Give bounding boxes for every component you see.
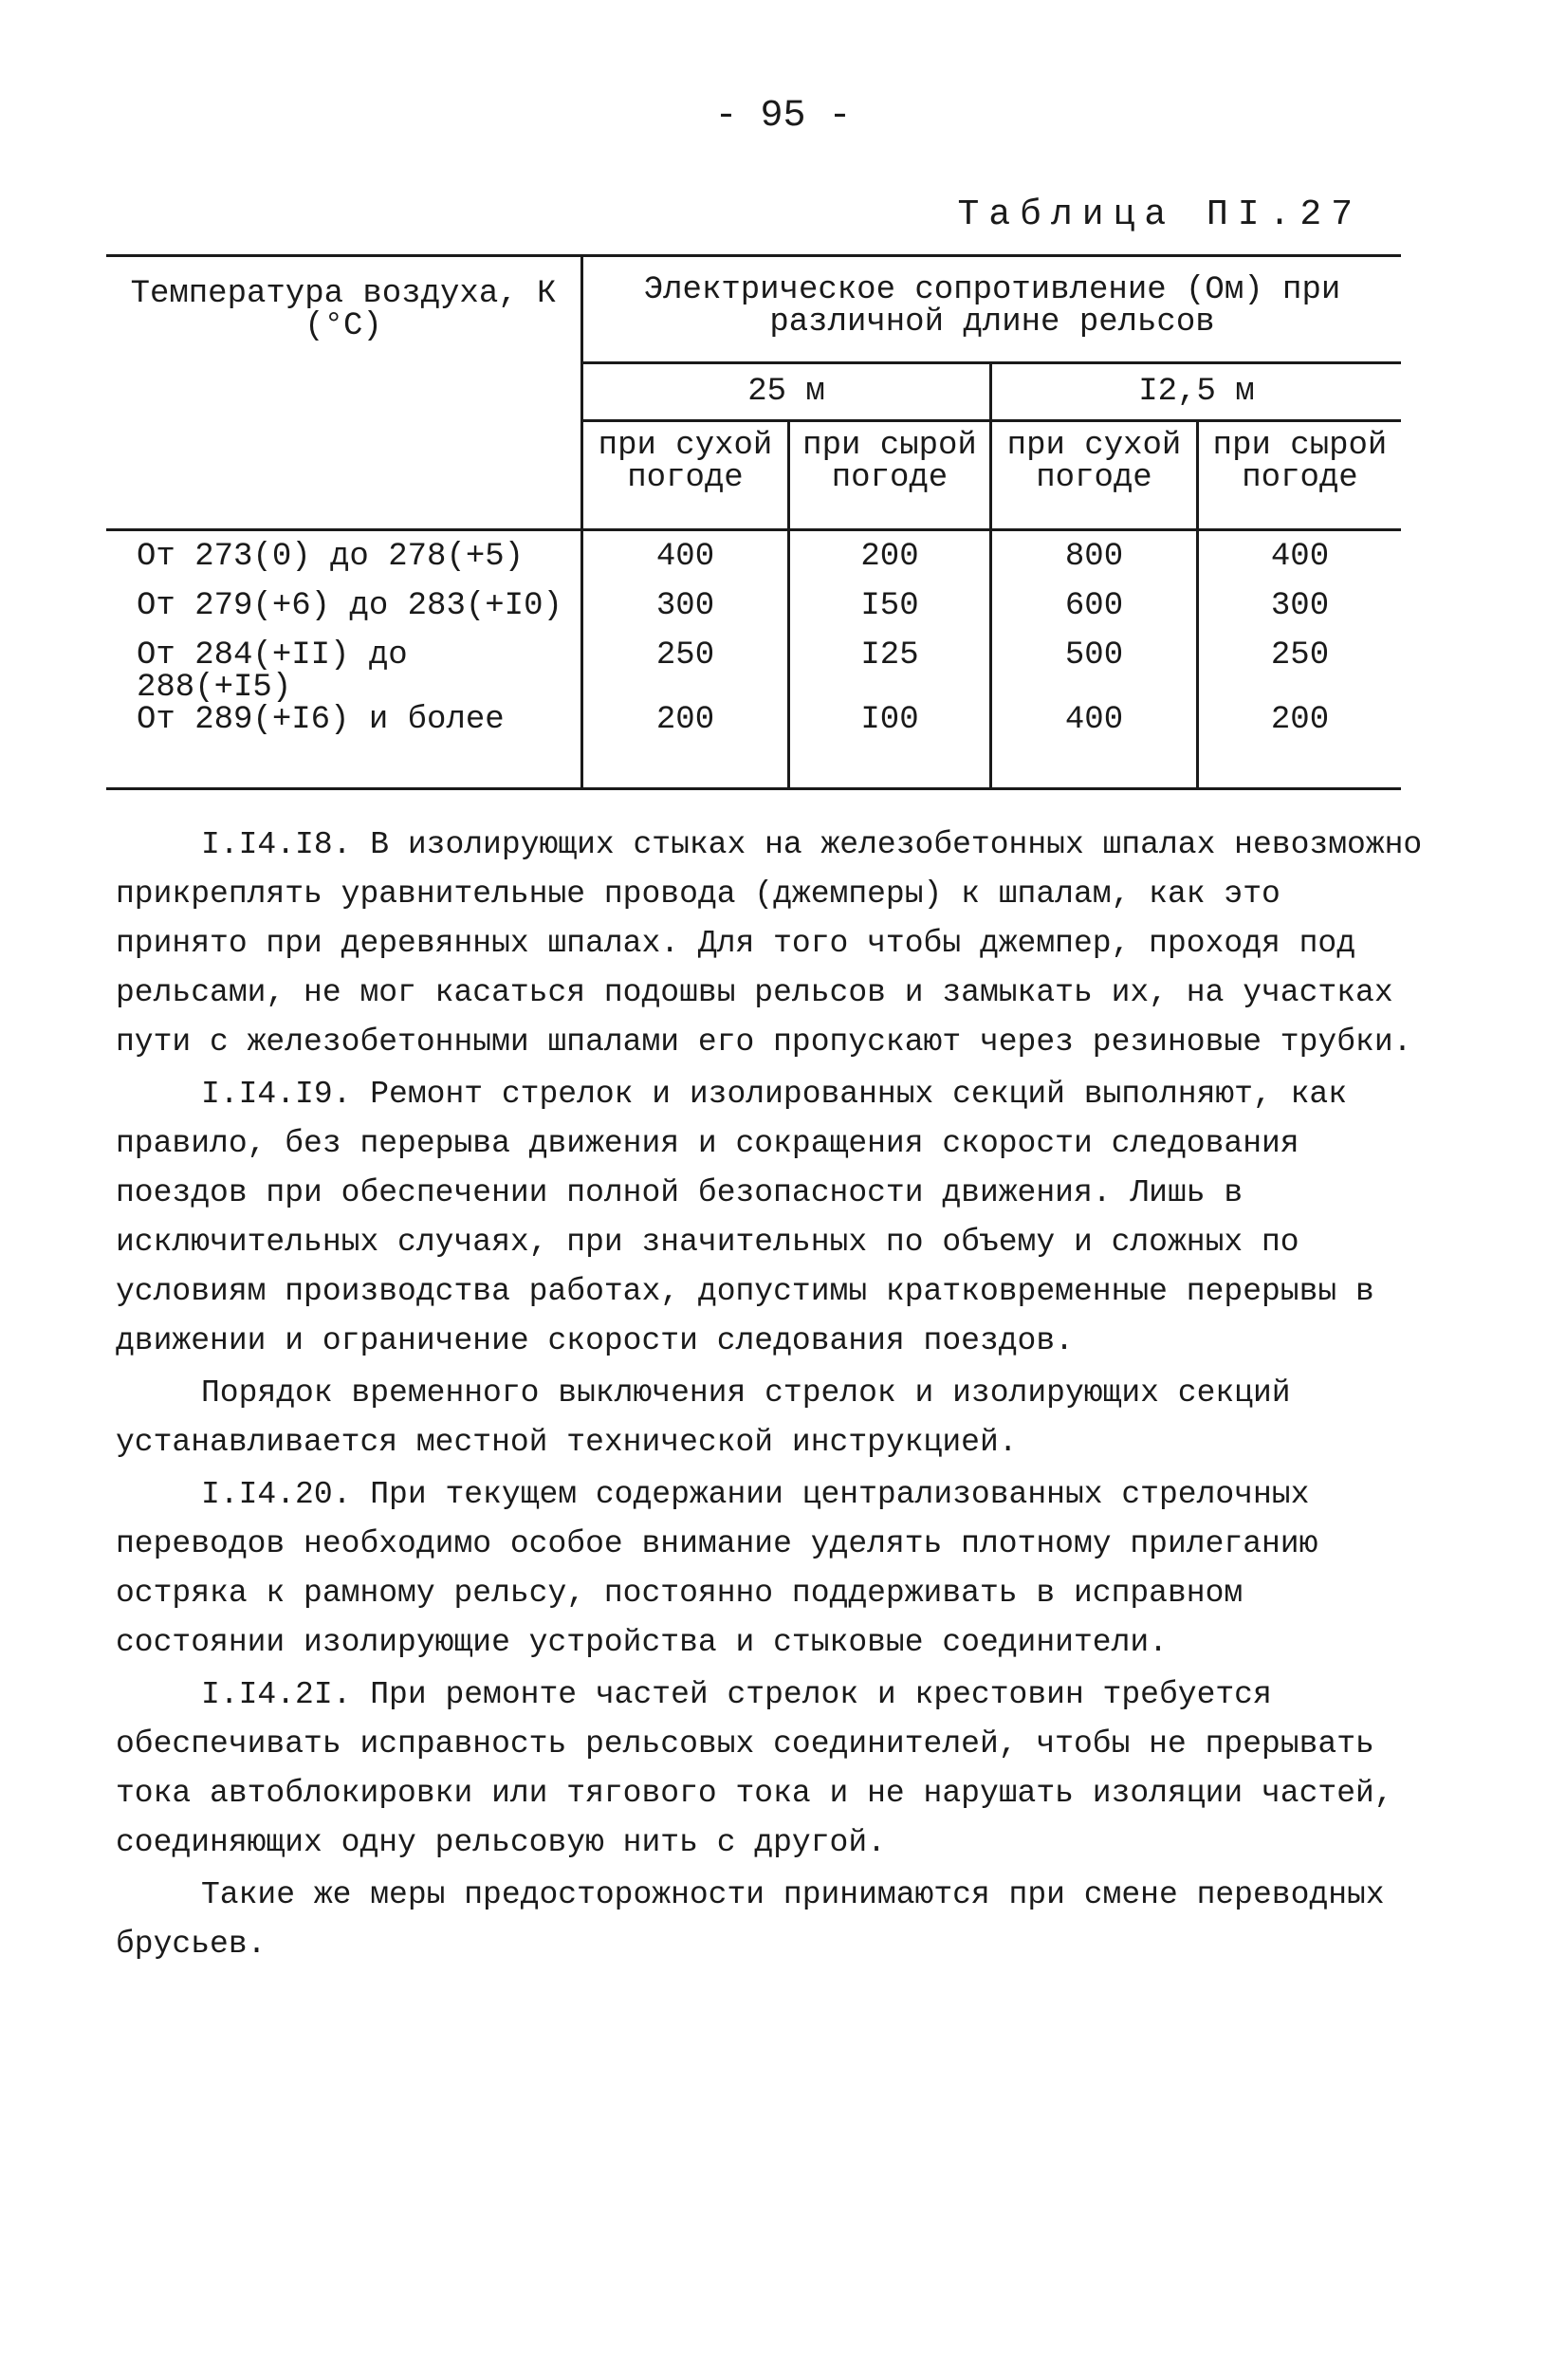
cell-value: 250 xyxy=(1270,637,1330,673)
table-row xyxy=(106,530,1401,591)
row-temperature: От 273(0) до 278(+5) xyxy=(106,530,582,591)
cell-value: 300 xyxy=(582,590,789,639)
resistance-table xyxy=(106,254,1401,790)
header-temperature: Температура воздуха, К (°С) xyxy=(106,256,582,530)
cell-value: I00 xyxy=(789,704,991,789)
header-wet-12: при сырой погоде xyxy=(1198,421,1402,530)
cell-value: 400 xyxy=(1270,539,1330,575)
paragraph-1-14-20: I.I4.20. При текущем содержании централизованных стрелочных переводов необходимо особое внимание уделять плотному прилеганию остряка к рамному рельсу, постоянно поддерживать в исправном состоянии изолирующие устройства и стыковые соединители. xyxy=(116,1477,1318,1660)
paragraph-1-14-21: I.I4.2I. При ремонте частей стрелок и крестовин требуется обеспечивать исправность рельсовых соединителей, чтобы не прерывать тока автоблокировки или тягового тока и не нарушать изоляции частей, соединяющих одну рельсовую нить с другой. xyxy=(116,1677,1393,1860)
cell-value: I25 xyxy=(789,639,991,704)
cell-value: 300 xyxy=(1270,588,1330,624)
cell-value: 400 xyxy=(582,530,789,591)
row-temperature: От 279(+6) до 283(+I0) xyxy=(106,590,582,639)
cell-value: 200 xyxy=(789,530,991,591)
header-resistance: Электрическое сопротивление (Ом) при различной длине рельсов xyxy=(582,256,1402,363)
header-wet-25: при сырой погоде xyxy=(789,421,991,530)
header-length-12-5: I2,5 м xyxy=(991,363,1402,421)
table-row xyxy=(106,704,1401,789)
cell-value: 800 xyxy=(991,530,1198,591)
header-dry-12: при сухой погоде xyxy=(991,421,1198,530)
paragraph-switch-disconnection: Порядок временного выключения стрелок и изолирующих секций устанавливается местной технической инструкцией. xyxy=(116,1375,1291,1460)
cell-value: 250 xyxy=(582,639,789,704)
page-number: - 95 - xyxy=(714,95,852,138)
paragraph-precautions: Такие же меры предосторожности принимаются при смене переводных брусьев. xyxy=(116,1877,1385,1962)
cell-value: 600 xyxy=(991,590,1198,639)
cell-value: 200 xyxy=(1198,704,1402,789)
body-text xyxy=(116,821,1425,1972)
table-row xyxy=(106,639,1401,704)
header-length-25: 25 м xyxy=(582,363,991,421)
cell-value: 200 xyxy=(582,704,789,789)
cell-value: 500 xyxy=(991,639,1198,704)
table-caption: Таблица ПI.27 xyxy=(957,194,1362,235)
header-dry-25: при сухой погоде xyxy=(582,421,789,530)
cell-value: 400 xyxy=(991,704,1198,789)
row-temperature: От 289(+I6) и более xyxy=(106,704,582,789)
paragraph-1-14-19: I.I4.I9. Ремонт стрелок и изолированных секций выполняют, как правило, без перерыва движения и сокращения скорости следования поездов при обеспечении полной безопасности движения. Лишь в исключительных случаях, при значительных по объему и сложных по условиям производства работах, допустимы кратковременные перерывы в движении и ограничение скорости следования поездов. xyxy=(116,1077,1374,1358)
paragraph-1-14-18: I.I4.I8. В изолирующих стыках на железобетонных шпалах невозможно прикреплять уравнительные провода (джемперы) к шпалам, как это принято при деревянных шпалах. Для того чтобы джемпер, проходя под рельсами, не мог касаться подошвы рельсов и замыкать их, на участках пути с железобетонными шпалами его пропускают через резиновые трубки. xyxy=(116,827,1423,1060)
row-temperature: От 284(+II) до 288(+I5) xyxy=(106,639,582,704)
table-row xyxy=(106,590,1401,639)
cell-value: I50 xyxy=(789,590,991,639)
